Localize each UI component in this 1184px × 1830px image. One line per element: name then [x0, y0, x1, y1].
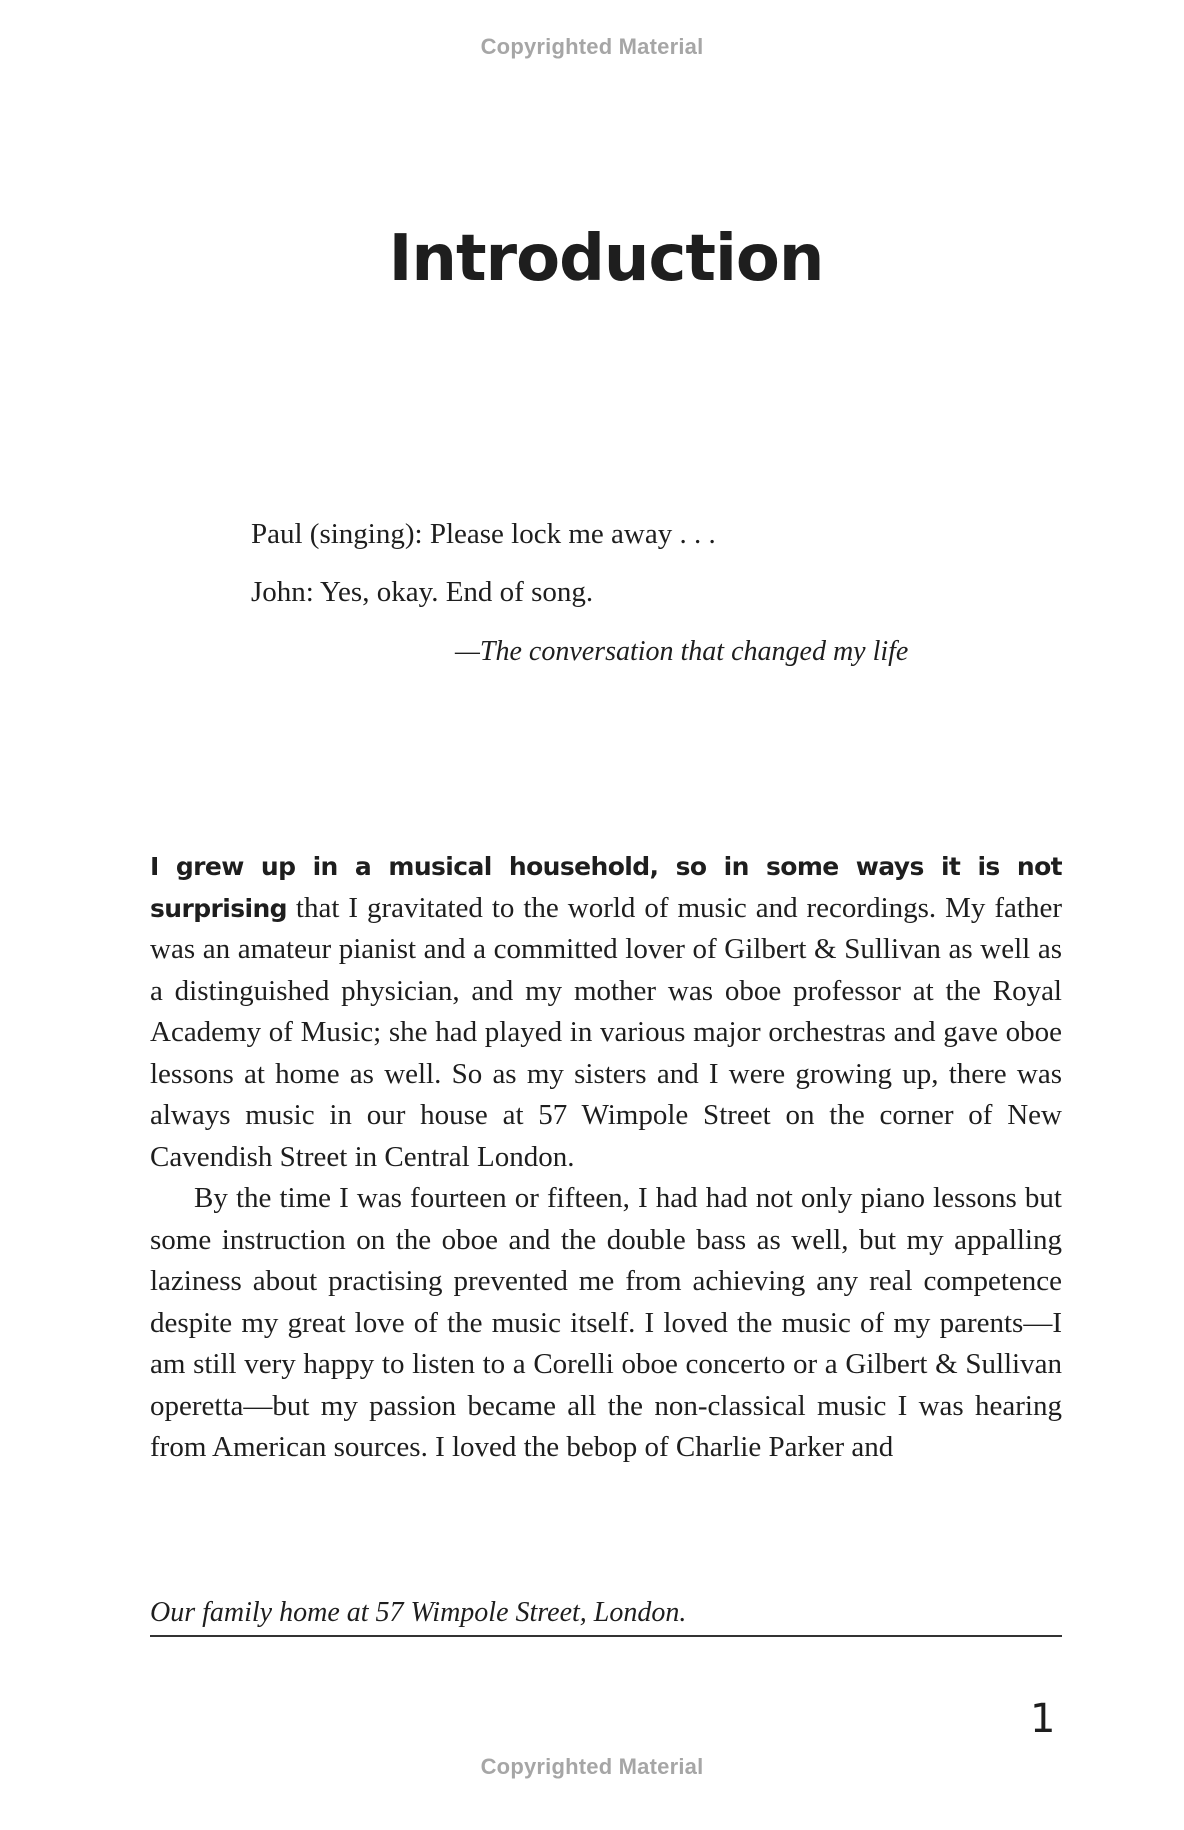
copyright-watermark-bottom: Copyrighted Material — [480, 1754, 704, 1779]
chapter-title: Introduction — [388, 222, 824, 296]
body-text — [150, 846, 1062, 1469]
page-number: 1 — [1030, 1696, 1056, 1742]
copyright-watermark-top: Copyrighted Material — [480, 34, 704, 59]
figure-caption: Our family home at 57 Wimpole Street, London. — [150, 1597, 1062, 1637]
epigraph-attribution: —The conversation that changed my life — [455, 636, 909, 667]
paragraph-1 — [150, 846, 1062, 1178]
epigraph-line-2: John: Yes, okay. End of song. — [251, 576, 594, 608]
paragraph-2: By the time I was fourteen or fifteen, I had had not only piano lessons but some instruction on the oboe and the double bass as well, but my appalling laziness about practising prevented me from achieving any real competence despite my great love of the music itself. I loved the music of my parents—I am still very happy to listen to a Corelli oboe concerto or a Gilbert & Sullivan operetta—but my passion became all the non-classical music I was hearing from American sources. I loved the bebop of Charlie Parker and — [150, 1182, 1062, 1463]
paragraph-1-text: that I gravitated to the world of music and recordings. My father was an amateur pianist and a committed lover of Gilbert & Sullivan as well as a distinguished physician, and my mother was oboe professor at the Royal Academy of Music; she had played in various major orchestras and gave oboe lessons at home as well. So as my sisters and I were growing up, there was always music in our house at 57 Wimpole Street on the corner of New Cavendish Street in Central London. — [150, 891, 1062, 1173]
paragraph-lead-in: I grew up in a musical household, so in some ways it is not surprising — [150, 852, 1062, 923]
epigraph-line-1: Paul (singing): Please lock me away . . . — [251, 518, 716, 550]
